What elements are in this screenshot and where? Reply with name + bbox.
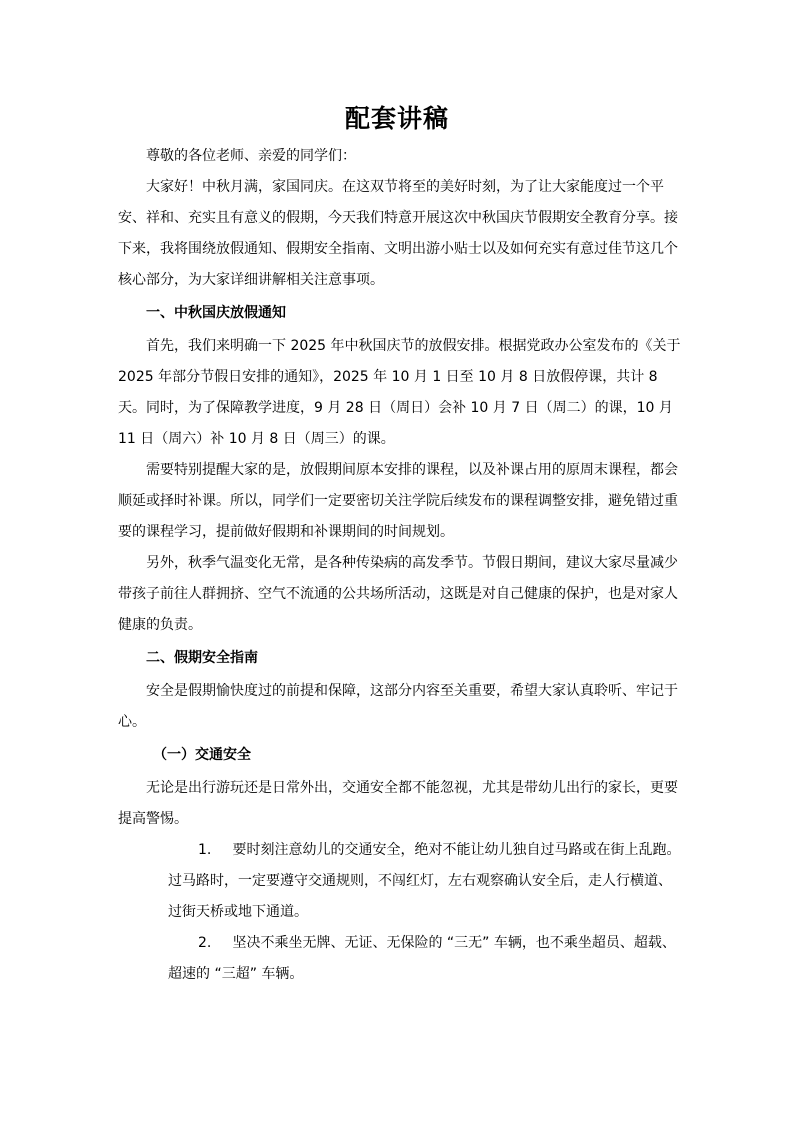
- list-item-text-rest: 超速的 “三超” 车辆。: [168, 966, 304, 982]
- list-item-text-first: 要时刻注意幼儿的交通安全，绝对不能让幼儿独自过马路或在街上乱跑。: [232, 842, 681, 858]
- list-item: [118, 928, 681, 990]
- intro-paragraph: 大家好！中秋月满，家国同庆。在这双节将至的美好时刻，为了让大家能度过一个平安、祥和、充实且有意义的假期，今天我们特意开展这次中秋国庆节假期安全教育分享。接下来，我将围绕放假通知、假期安全指南、文明出游小贴士以及如何充实有意过佳节这几个核心部分，为大家详细讲解相关注意事项。: [118, 179, 678, 288]
- section-1-heading: 一、中秋国庆放假通知: [146, 305, 286, 321]
- section-1-paragraph-1: 首先，我们来明确一下 2025 年中秋国庆节的放假安排。根据党政办公室发布的《关于 2025 年部分节假日安排的通知》，2025 年 10 月 1 日至 10 月 8 日放假停课，共计 8 天。同时，为了保障教学进度，9 月 28 日（周日）会补 10 月 7 日（周二）的课，10 月 11 日（周六）补 10 月 8 日（周三）的课。: [118, 338, 681, 447]
- document-body: [118, 141, 681, 990]
- list-item-text-first: 坚决不乘坐无牌、无证、无保险的 “三无” 车辆，也不乘坐超员、超载、: [232, 935, 676, 951]
- list-item-number: 1.: [198, 842, 212, 858]
- subsection-1-paragraph-1: 无论是出行游玩还是日常外出，交通安全都不能忽视，尤其是带幼儿出行的家长，更要提高警惕。: [118, 780, 678, 827]
- section-1-paragraph-3: 另外，秋季气温变化无常，是各种传染病的高发季节。节假日期间，建议大家尽量减少带孩子前往人群拥挤、空气不流通的公共场所活动，这既是对自己健康的保护，也是对家人健康的负责。: [118, 555, 678, 633]
- list-item-number: 2.: [198, 935, 212, 951]
- section-2-heading: 二、假期安全指南: [146, 650, 258, 666]
- page-title: 配套讲稿: [344, 104, 449, 133]
- list-item: [118, 835, 681, 928]
- section-2-paragraph-1: 安全是假期愉快度过的前提和保障，这部分内容至关重要，希望大家认真聆听、牢记于心。: [118, 683, 678, 730]
- list-item-text-rest: 过马路时，一定要遵守交通规则，不闯红灯，左右观察确认安全后，走人行横道、过街天桥或地下通道。: [168, 873, 672, 920]
- subsection-1-heading: （一）交通安全: [153, 747, 251, 763]
- greeting: 尊敬的各位老师、亲爱的同学们：: [146, 148, 356, 164]
- section-1-paragraph-2: 需要特别提醒大家的是，放假期间原本安排的课程，以及补课占用的原周末课程，都会顺延或择时补课。所以，同学们一定要密切关注学院后续发布的课程调整安排，避免错过重要的课程学习，提前做好假期和补课期间的时间规划。: [118, 462, 678, 540]
